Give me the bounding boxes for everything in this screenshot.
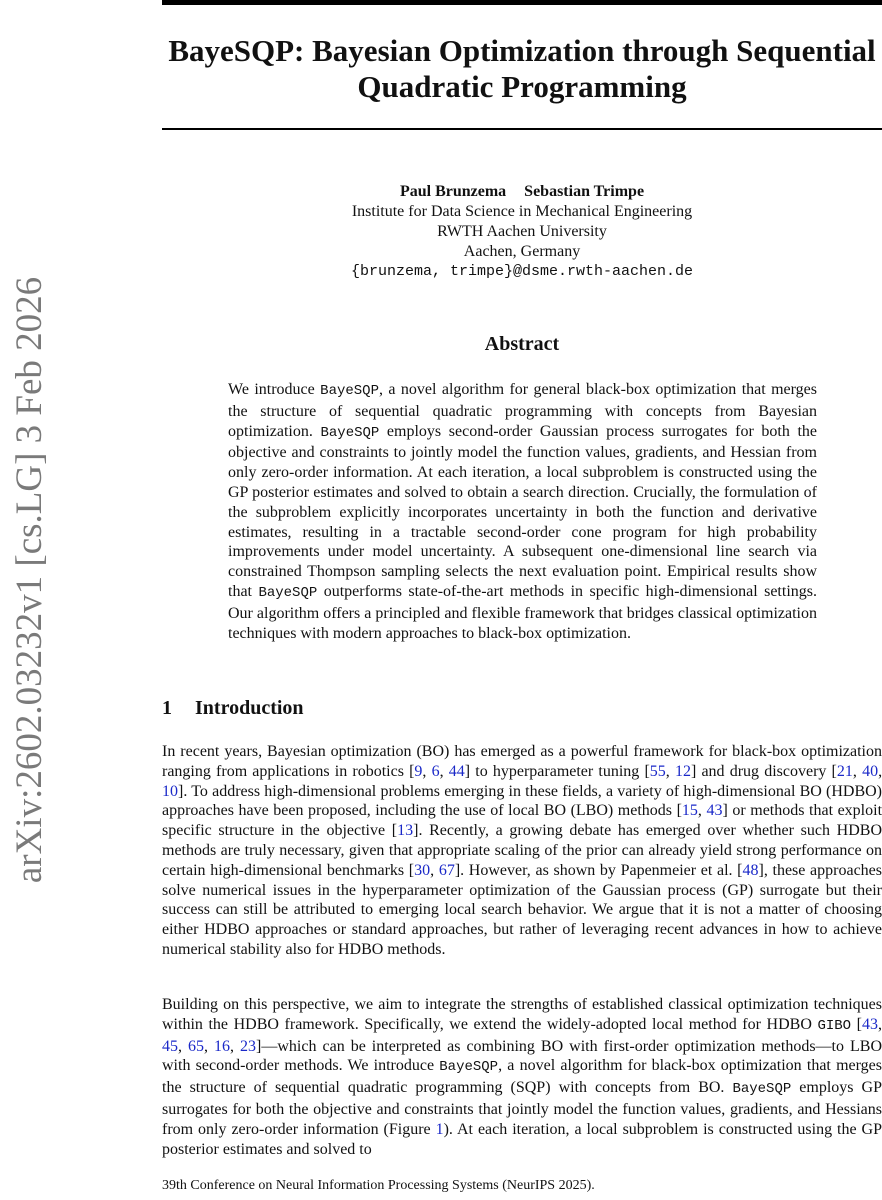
arxiv-identifier: arXiv:2602.03232v1 [cs.LG] 3 Feb 2026: [9, 276, 50, 884]
method-name: GIBO: [817, 1017, 852, 1034]
citation-link[interactable]: 12: [674, 762, 691, 780]
conference-footer: 39th Conference on Neural Information Processing Systems (NeurIPS 2025).: [162, 1178, 595, 1193]
author-name-2: Sebastian Trimpe: [524, 183, 645, 200]
citation-link[interactable]: 23: [240, 1037, 257, 1055]
section-heading-introduction: [162, 697, 882, 720]
affiliation-institute: Institute for Data Science in Mechanical Engineering: [351, 203, 693, 220]
title-line-1: BayeSQP: Bayesian Optimization through Sequential: [168, 33, 876, 68]
abstract-text: We introduce BayeSQP, a novel algorithm for general black-box optimization that merges the structure of sequential quadratic programming with concepts from Bayesian optimization. BayeSQP employs second-order Gaussian process surrogates for both the objective and constraints to jointly model the function values, gradients, and Hessian from only zero-order information. At each iteration, a local subproblem is constructed using the GP posterior estimates and solved to obtain a search direction. Crucially, the formulation of the subproblem explicitly incorporates uncertainty in both the function and derivative estimates, resulting in a tractable second-order cone program for high probability improvements under model uncertainty. A subsequent one-dimensional line search via constrained Thompson sampling selects the next evaluation point. Empirical results show that BayeSQP outperforms state-of-the-art methods in specific high-dimensional settings. Our algorithm offers a principled and flexible framework that bridges classical optimization techniques with modern approaches to black-box optimization.: [228, 381, 818, 642]
citation-link[interactable]: 40: [862, 762, 879, 780]
affiliation-location: Aachen, Germany: [463, 243, 581, 260]
citation-link[interactable]: 15: [681, 802, 698, 820]
author-block: [162, 182, 882, 282]
citation-link[interactable]: 9: [414, 762, 423, 780]
author-email: {brunzema, trimpe}@dsme.rwth-aachen.de: [350, 263, 694, 280]
citation-link[interactable]: 10: [162, 782, 178, 800]
citation-link[interactable]: 45: [162, 1037, 178, 1055]
author-names: [162, 182, 882, 202]
algorithm-name: BayeSQP: [320, 383, 379, 399]
algorithm-name: BayeSQP: [732, 1081, 792, 1098]
citation-link[interactable]: 44: [448, 762, 465, 780]
title-rule: [162, 128, 882, 130]
citation-link[interactable]: 48: [742, 861, 759, 879]
abstract-heading: Abstract: [484, 333, 560, 355]
citation-link[interactable]: 67: [438, 861, 455, 879]
citation-link[interactable]: 65: [188, 1037, 205, 1055]
citation-link[interactable]: 30: [414, 861, 431, 879]
figure-link[interactable]: 1: [435, 1120, 444, 1138]
intro-paragraph-1: In recent years, Bayesian optimization (BO) has emerged as a powerful framework for black-box optimization ranging from applications in robotics [9, 6, 44] to hyperparameter tuning [55, 12] and drug discovery [21, 40, 10]. To address high-dimensional problems emerging in these fields, a variety of high-dimensional BO (HDBO) approaches have been proposed, including the use of local BO (LBO) methods [15, 43] or methods that exploit specific structure in the objective [13]. Recently, a growing debate has emerged over whether such HDBO methods are truly necessary, given that appropriate scaling of the prior can already yield strong performance on certain high-dimensional benchmarks [30, 67]. However, as shown by Papenmeier et al. [48], these approaches solve numerical issues in the hyperparameter optimization of the Gaussian process (GP) surrogate but their success can still be attributed to emerging local search behavior. We argue that it is not a matter of choosing either HDBO approaches or standard approaches, but rather of leveraging recent advances in how to achieve numerical stability also for HDBO methods.: [162, 743, 882, 958]
citation-link[interactable]: 43: [706, 802, 723, 820]
author-name-1: Paul Brunzema: [399, 183, 507, 200]
citation-link[interactable]: 21: [836, 762, 853, 780]
citation-link[interactable]: 6: [431, 762, 440, 780]
affiliation-university: RWTH Aachen University: [437, 223, 607, 240]
paper-title: [162, 33, 882, 105]
algorithm-name: BayeSQP: [258, 584, 318, 601]
citation-link[interactable]: 13: [397, 822, 414, 840]
citation-link[interactable]: 16: [214, 1037, 231, 1055]
section-title: Introduction: [195, 697, 304, 719]
algorithm-name: BayeSQP: [439, 1059, 499, 1076]
citation-link[interactable]: 55: [649, 762, 666, 780]
algorithm-name: BayeSQP: [320, 424, 380, 441]
intro-paragraph-2: Building on this perspective, we aim to integrate the strengths of established classical optimization techniques within the HDBO framework. Specifically, we extend the widely-adopted local method for HDBO GIBO [43, 45, 65, 16, 23]—which can be interpreted as combining BO with first-order optimization methods—to LBO with second-order methods. We introduce BayeSQP, a novel algorithm for black-box optimization that merges the structure of sequential quadratic programming (SQP) with concepts from BO. BayeSQP employs GP surrogates for both the objective and constraints that jointly model the function values, gradients, and Hessians from only zero-order information (Figure 1). At each iteration, a local subproblem is constructed using the GP posterior estimates and solved to: [162, 996, 882, 1158]
citation-link[interactable]: 43: [862, 1015, 878, 1033]
section-number: 1: [162, 697, 172, 719]
title-line-2: Quadratic Programming: [357, 69, 687, 104]
top-rule: [162, 0, 882, 5]
